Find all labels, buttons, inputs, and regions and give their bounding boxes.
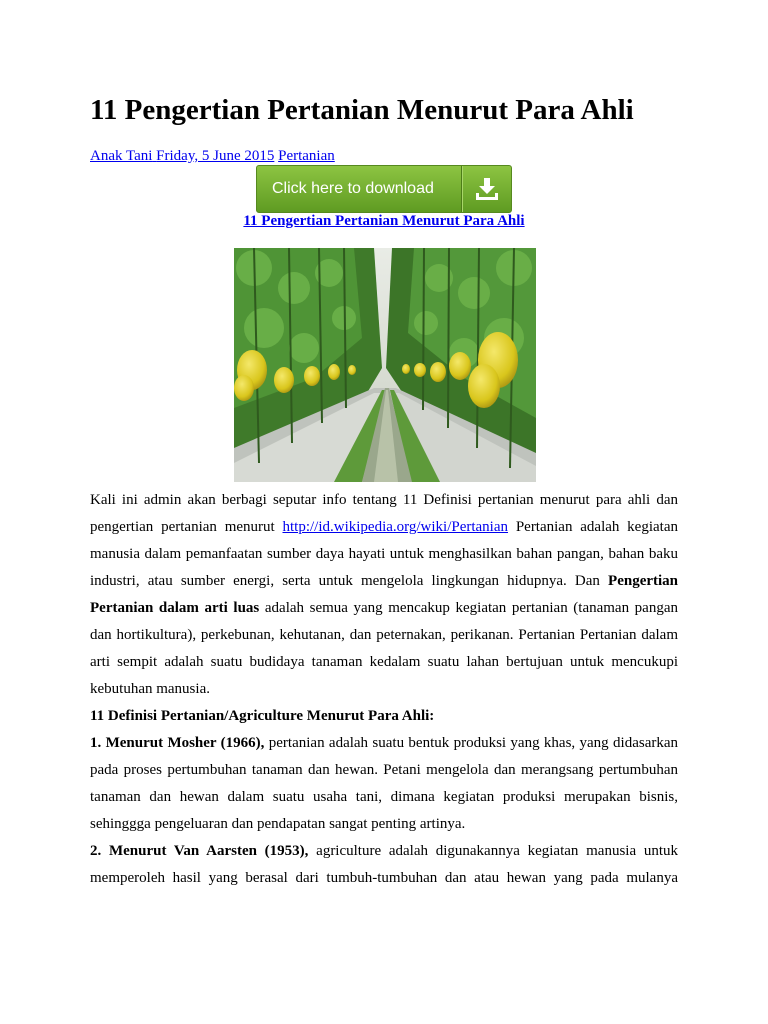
text-line: arti sempit adalah suatu budidaya tanaman kedalam suatu lahan bertujuan untuk mencukupi [90, 654, 678, 670]
caption-link[interactable]: 11 Pengertian Pertanian Menurut Para Ahli [243, 213, 525, 229]
download-button[interactable] [256, 165, 512, 213]
author-name: Anak Tani [90, 148, 153, 164]
section-heading: 11 Definisi Pertanian/Agriculture Menurut Para Ahli: [90, 708, 435, 724]
text-line: 1. Menurut Mosher (1966), pertanian adalah suatu bentuk produksi yang khas, yang didasarkan [90, 735, 679, 751]
text-line: memperoleh hasil yang berasal dari tumbuh-tumbuhan dan atau hewan yang pada mulanya [90, 870, 678, 886]
section-heading-paragraph [90, 703, 678, 730]
text-line: pengertian pertanian menurut http://id.wikipedia.org/wiki/Pertanian Pertanian adalah kegiatan [90, 519, 678, 535]
download-icon [462, 176, 511, 202]
bold-term: Pertanian dalam arti luas [90, 600, 260, 616]
page-title: 11 Pengertian Pertanian Menurut Para Ahli [90, 94, 634, 126]
text-line: 2. Menurut Van Aarsten (1953), agriculture adalah digunakannya kegiatan manusia untuk [90, 843, 678, 859]
post-meta [90, 146, 335, 166]
definition-title: 2. Menurut Van Aarsten (1953), [90, 843, 309, 859]
melon-field-photo [234, 248, 536, 482]
download-button-label: Click here to download [272, 180, 434, 197]
text-line: industri, atau sumber energi, serta untuk mengelola lingkungan hidupnya. Dan Pengertian [90, 573, 679, 589]
wikipedia-link[interactable]: http://id.wikipedia.org/wiki/Pertanian [282, 519, 509, 535]
category-link[interactable]: Pertanian [278, 148, 335, 164]
post-date: Friday, 5 June 2015 [156, 148, 275, 164]
text-line: tanaman dan hewan dalam suatu usaha tani, dimana kegiatan produksi merupakan bisnis, [90, 789, 678, 805]
text-line: Pertanian dalam arti luas adalah semua yang mencakup kegiatan pertanian (tanaman pangan [90, 600, 679, 616]
bold-term: Pengertian [608, 573, 679, 589]
text-line: kebutuhan manusia. [90, 681, 210, 697]
text-line: manusia dalam pemanfaatan sumber daya hayati untuk menghasilkan bahan pangan, bahan baku [90, 546, 678, 562]
article-body [90, 487, 678, 892]
definition-title: 1. Menurut Mosher (1966), [90, 735, 265, 751]
text-line: sehinggga pengeluaran dan pendapatan sangat penting artinya. [90, 816, 466, 832]
image-caption [90, 211, 678, 231]
text-line: Kali ini admin akan berbagi seputar info tentang 11 Definisi pertanian menurut para ahli dan [90, 492, 678, 508]
text-line: pada proses pertumbuhan tanaman dan hewan. Petani mengelola dan merangsang pertumbuhan [90, 762, 678, 778]
definition-2 [90, 838, 678, 892]
intro-paragraph [90, 487, 678, 703]
author-link[interactable] [90, 148, 274, 164]
definition-1 [90, 730, 678, 838]
text-line: dan hortikultura), perkebunan, kehutanan, dan peternakan, perikanan. Pertanian Pertanian dalam [90, 627, 678, 643]
